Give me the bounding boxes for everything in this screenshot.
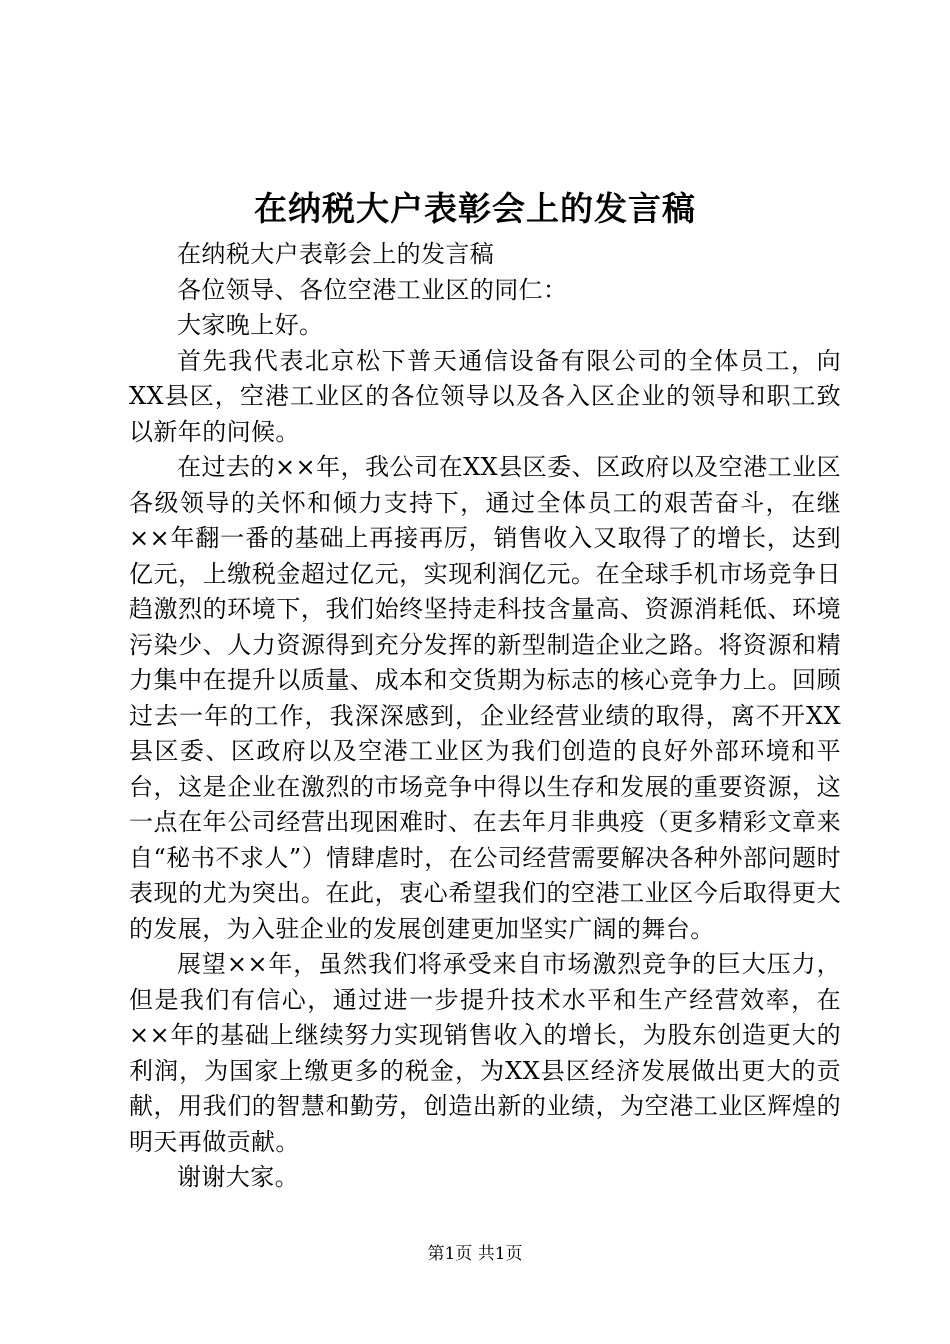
paragraph-review: 在过去的××年，我公司在XX县区委、区政府以及空港工业区各级领导的关怀和倾力支持下，通过全体员工的艰苦奋斗，在继××年翻一番的基础上再接再厉，销售收入又取得了的增长，达到亿元，上缴税金超过亿元，实现利润亿元。在全球手机市场竞争日趋激烈的环境下，我们始终坚持走科技含量高、资源消耗低、环境污染少、人力资源得到充分发挥的新型制造企业之路。将资源和精力集中在提升以质量、成本和交货期为标志的核心竞争力上。回顾过去一年的工作，我深深感到，企业经营业绩的取得，离不开XX县区委、区政府以及空港工业区为我们创造的良好外部环境和平台，这是企业在激烈的市场竞争中得以生存和发展的重要资源，这一点在年公司经营出现困难时、在去年月非典疫（更多精彩文章来自“秘书不求人”）情肆虐时，在公司经营需要解决各种外部问题时表现的尤为突出。在此，衷心希望我们的空港工业区今后取得更大的发展，为入驻企业的发展创建更加坚实广阔的舞台。 — [129, 453, 841, 943]
page-footer: 第1页 共1页 — [427, 1244, 523, 1264]
paragraph-thanks: 谢谢大家。 — [177, 1163, 299, 1191]
paragraph-greeting: 大家晚上好。 — [177, 311, 324, 339]
paragraph-outlook: 展望××年，虽然我们将承受来自市场激烈竞争的巨大压力，但是我们有信心，通过进一步提升技术水平和生产经营效率，在××年的基础上继续努力实现销售收入的增长，为股东创造更大的利润，为国家上缴更多的税金，为XX县区经济发展做出更大的贡献，用我们的智慧和勤劳，创造出新的业绩，为空港工业区辉煌的明天再做贡献。 — [129, 950, 841, 1156]
document-body — [129, 237, 841, 1196]
paragraph-heading-repeat: 在纳税大户表彰会上的发言稿 — [177, 240, 495, 268]
paragraph-intro: 首先我代表北京松下普天通信设备有限公司的全体员工，向XX县区，空港工业区的各位领导以及各入区企业的领导和职工致以新年的问候。 — [129, 346, 841, 446]
paragraph-salutation: 各位领导、各位空港工业区的同仁： — [177, 275, 568, 304]
document-title: 在纳税大户表彰会上的发言稿 — [254, 189, 696, 228]
